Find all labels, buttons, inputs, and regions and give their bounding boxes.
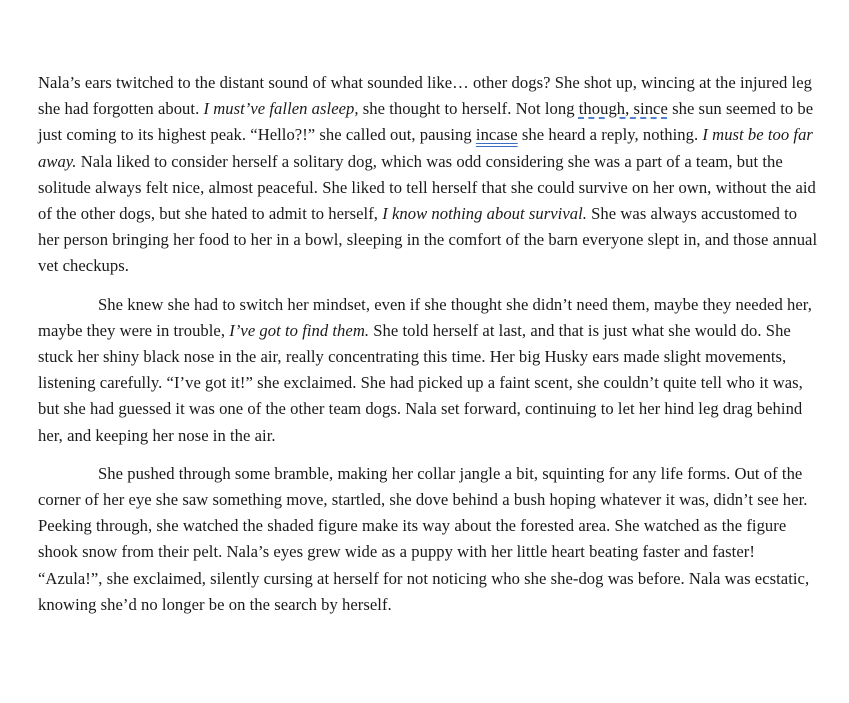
grammar-suggestion-underline[interactable]: though, since <box>578 99 668 119</box>
text-run: Nala liked to consider herself a solitary dog, which was odd considering she was a part of a team, but the solitude always felt nice, almost peaceful. She liked to tell herself that she could survive on her own, without the aid of the other dogs, but she hated to admit to herself, <box>38 151 816 224</box>
italic-thought: I’ve got to find them. <box>229 320 370 340</box>
text-run: She pushed through some bramble, making her collar jangle a bit, squinting for any life forms. Out of the corner of her eye she saw something move, startled, she dove behind a bush hoping whatever it was, didn’t see her. Peeking through, she watched the shaded figure make its way about the forested area. She watched as the figure shook snow from their pelt. Nala’s eyes grew wide as a puppy with her little heart beating faster and faster! “Azula!”, she exclaimed, silently cursing at herself for not noticing who she she-dog was before. Nala was ecstatic, knowing she’d no longer be on the search by herself. <box>38 463 810 614</box>
italic-thought: I must’ve fallen asleep, <box>203 99 359 119</box>
paragraph-2[interactable] <box>38 292 822 449</box>
spelling-suggestion-underline[interactable]: incase <box>475 125 518 145</box>
text-run: she thought to herself. Not long <box>358 99 579 119</box>
text-run: Nala’s ears twitched to the distant sound of what sounded like… other dogs? She shot up, wincing at the injured leg she had forgotten about. <box>38 73 812 119</box>
paragraph-1[interactable] <box>38 70 822 280</box>
text-run: She told herself at last, and that is just what she would do. She stuck her shiny black nose in the air, really concentrating this time. Her big Husky ears made slight movements, listening carefully. “I’ve got it!” she exclaimed. She had picked up a faint scent, she couldn’t quite tell who it was, but she had guessed it was one of the other team dogs. Nala set forward, continuing to let her hind leg drag behind her, and keeping her nose in the air. <box>38 320 803 445</box>
text-run: She was always accustomed to her person bringing her food to her in a bowl, sleeping in the comfort of the barn everyone slept in, and those annual vet checkups. <box>38 204 818 276</box>
document-page <box>38 70 822 630</box>
paragraph-3[interactable] <box>38 461 822 618</box>
italic-thought: I know nothing about survival. <box>382 204 587 224</box>
text-run: She knew she had to switch her mindset, even if she thought she didn’t need them, maybe they needed her, maybe they were in trouble, <box>38 294 812 340</box>
italic-thought: I must be too far away. <box>38 125 813 171</box>
text-run: she sun seemed to be just coming to its highest peak. “Hello?!” she called out, pausing <box>38 99 814 145</box>
text-run: she heard a reply, nothing. <box>517 125 703 145</box>
